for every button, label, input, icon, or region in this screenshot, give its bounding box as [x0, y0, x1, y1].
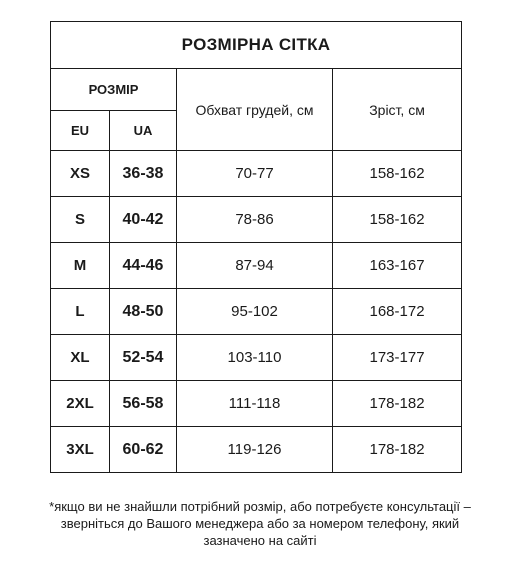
chest-value: 87-94	[177, 243, 333, 289]
table-row	[51, 381, 462, 427]
ua-size: 60-62	[110, 427, 177, 473]
eu-size: 3XL	[51, 427, 110, 473]
eu-size: XS	[51, 151, 110, 197]
eu-size: XL	[51, 335, 110, 381]
eu-size: M	[51, 243, 110, 289]
footnote-line: зверніться до Вашого менеджера або за номером телефону, який	[60, 516, 460, 531]
table-row	[51, 335, 462, 381]
chest-value: 119-126	[177, 427, 333, 473]
size-header: РОЗМІР	[51, 69, 177, 111]
footnote	[30, 498, 490, 549]
footnote-line: зазначено на сайті	[203, 533, 317, 548]
height-value: 163-167	[333, 243, 462, 289]
table-row	[51, 151, 462, 197]
table-row	[51, 289, 462, 335]
chest-value: 78-86	[177, 197, 333, 243]
footnote-line: *якщо ви не знайшли потрібний розмір, або потребуєте консультації –	[49, 499, 471, 514]
height-value: 178-182	[333, 381, 462, 427]
chest-value: 111-118	[177, 381, 333, 427]
table-row	[51, 427, 462, 473]
height-header: Зріст, см	[333, 69, 462, 151]
ua-header: UA	[110, 111, 177, 151]
chest-header: Обхват грудей, см	[177, 69, 333, 151]
height-value: 158-162	[333, 151, 462, 197]
ua-size: 36-38	[110, 151, 177, 197]
eu-size: L	[51, 289, 110, 335]
chest-value: 103-110	[177, 335, 333, 381]
table-row	[51, 243, 462, 289]
eu-size: 2XL	[51, 381, 110, 427]
height-value: 168-172	[333, 289, 462, 335]
height-value: 173-177	[333, 335, 462, 381]
height-value: 158-162	[333, 197, 462, 243]
eu-size: S	[51, 197, 110, 243]
ua-size: 40-42	[110, 197, 177, 243]
table-title: РОЗМІРНА СІТКА	[51, 22, 462, 69]
ua-size: 56-58	[110, 381, 177, 427]
table-row	[51, 197, 462, 243]
eu-header: EU	[51, 111, 110, 151]
ua-size: 44-46	[110, 243, 177, 289]
ua-size: 48-50	[110, 289, 177, 335]
chest-value: 70-77	[177, 151, 333, 197]
chest-value: 95-102	[177, 289, 333, 335]
height-value: 178-182	[333, 427, 462, 473]
size-chart-table	[50, 21, 462, 473]
ua-size: 52-54	[110, 335, 177, 381]
